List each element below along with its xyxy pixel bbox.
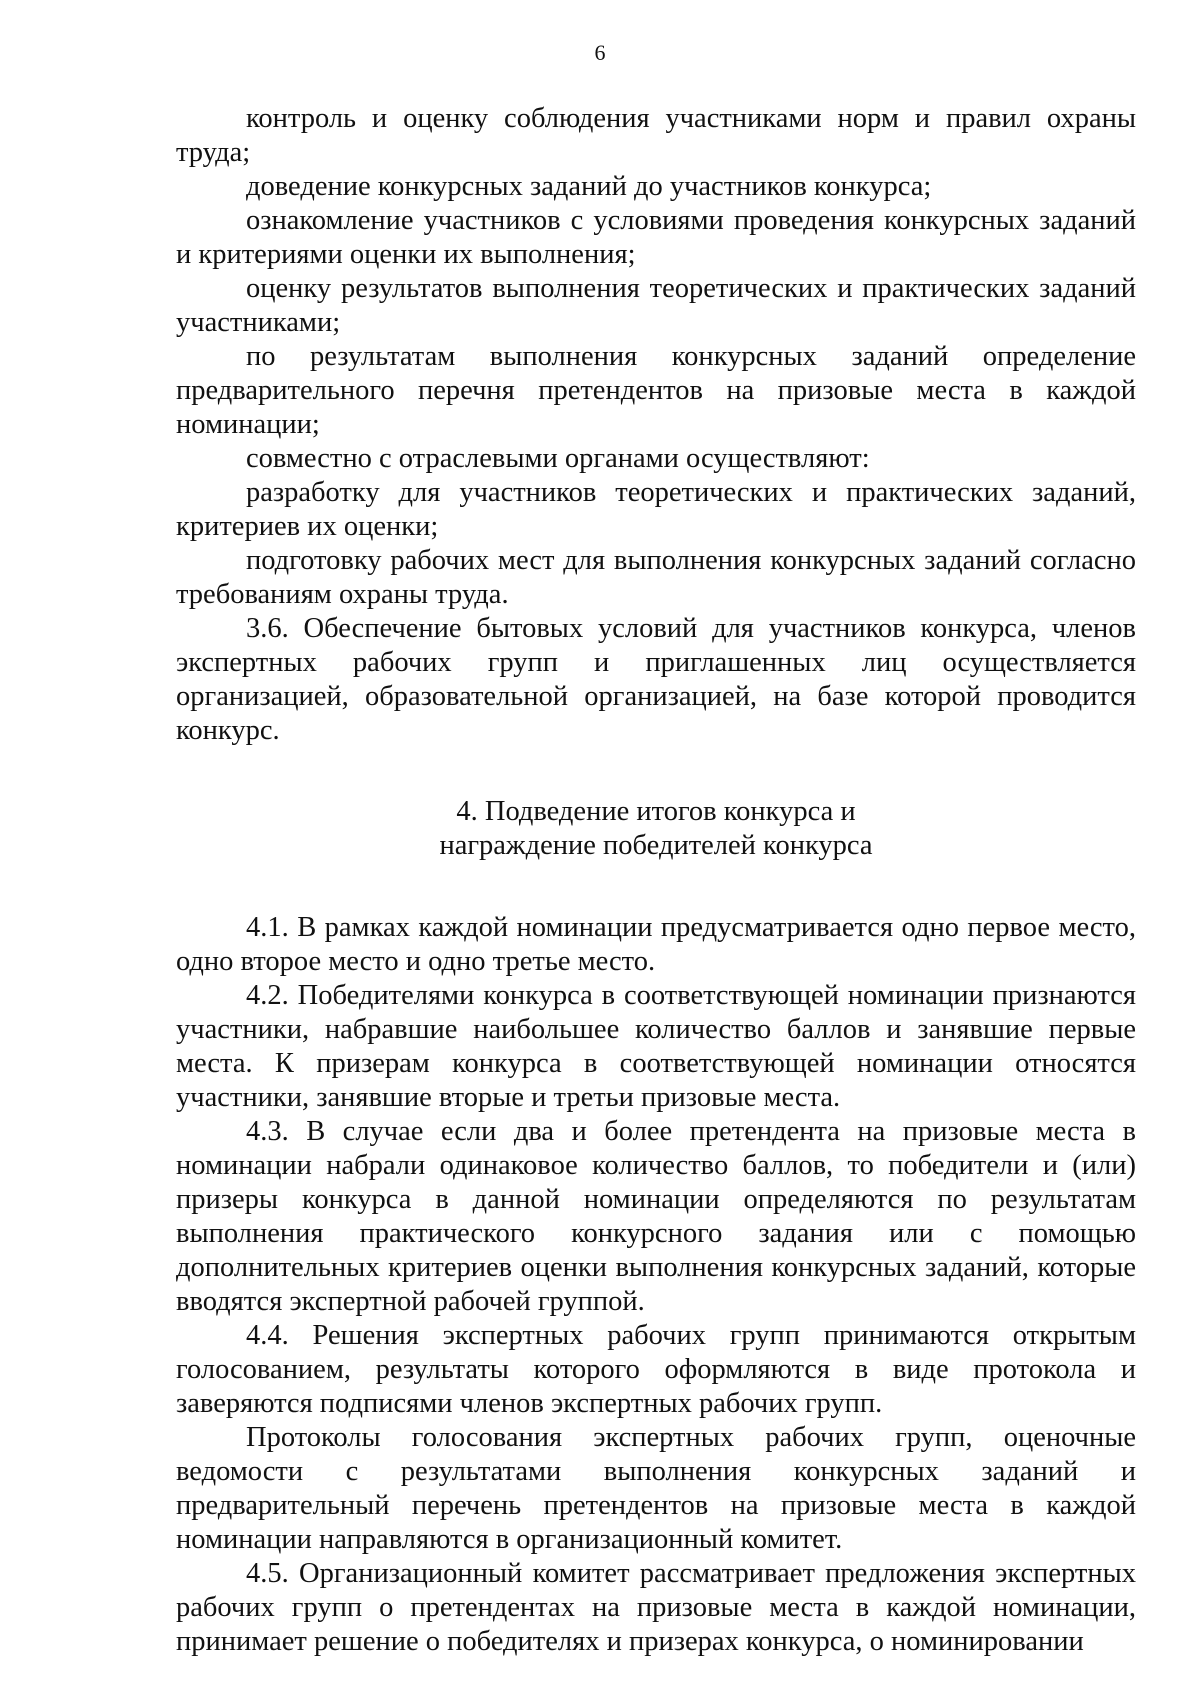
paragraph: по результатам выполнения конкурсных заданий определение предварительного перечня претендентов на призовые места в каждой номинации; [176,341,1136,440]
paragraph: совместно с отраслевыми органами осуществляют: [246,443,870,474]
paragraph-protocols: Протоколы голосования экспертных рабочих групп, оценочные ведомости с результатами выполнения конкурсных заданий и предварительный перечень претендентов на призовые места в каждой номинации направляются в организационный комитет. [176,1422,1136,1555]
page-number: 6 [594,40,606,65]
paragraph: разработку для участников теоретических и практических заданий, критериев их оценки; [176,477,1136,542]
paragraph: оценку результатов выполнения теоретических и практических заданий участниками; [176,273,1136,338]
paragraph-4-3: 4.3. В случае если два и более претендента на призовые места в номинации набрали одинаковое количество баллов, то победители и (или) призеры конкурса в данной номинации определяются по результатам выполнения практического конкурсного задания или с помощью дополнительных критериев оценки выполнения конкурсных заданий, которые вводятся экспертной рабочей группой. [176,1116,1136,1317]
section-title-line-1: 4. Подведение итогов конкурса и [456,796,856,827]
paragraph: ознакомление участников с условиями проведения конкурсных заданий и критериями оценки их выполнения; [176,205,1136,270]
section-title-line-2: награждение победителей конкурса [439,830,873,861]
paragraph-4-4: 4.4. Решения экспертных рабочих групп принимаются открытым голосованием, результаты которого оформляются в виде протокола и заверяются подписями членов экспертных рабочих групп. [176,1320,1136,1419]
paragraph-4-2: 4.2. Победителями конкурса в соответствующей номинации признаются участники, набравшие наибольшее количество баллов и занявшие первые места. К призерам конкурса в соответствующей номинации относятся участники, занявшие вторые и третьи призовые места. [176,980,1136,1113]
paragraph-4-1: 4.1. В рамках каждой номинации предусматривается одно первое место, одно второе место и одно третье место. [176,912,1136,977]
document-body [176,102,1136,1659]
paragraph: подготовку рабочих мест для выполнения конкурсных заданий согласно требованиям охраны труда. [176,545,1136,610]
paragraph: доведение конкурсных заданий до участников конкурса; [246,171,932,202]
paragraph-3-6: 3.6. Обеспечение бытовых условий для участников конкурса, членов экспертных рабочих групп и приглашенных лиц осуществляется организацией, образовательной организацией, на базе которой проводится конкурс. [176,613,1136,746]
paragraph-4-5: 4.5. Организационный комитет рассматривает предложения экспертных рабочих групп о претендентах на призовые места в каждой номинации, принимает решение о победителях и призерах конкурса, о номинировании [176,1558,1136,1657]
paragraph: контроль и оценку соблюдения участниками норм и правил охраны труда; [176,103,1136,168]
section-title [176,795,1136,863]
